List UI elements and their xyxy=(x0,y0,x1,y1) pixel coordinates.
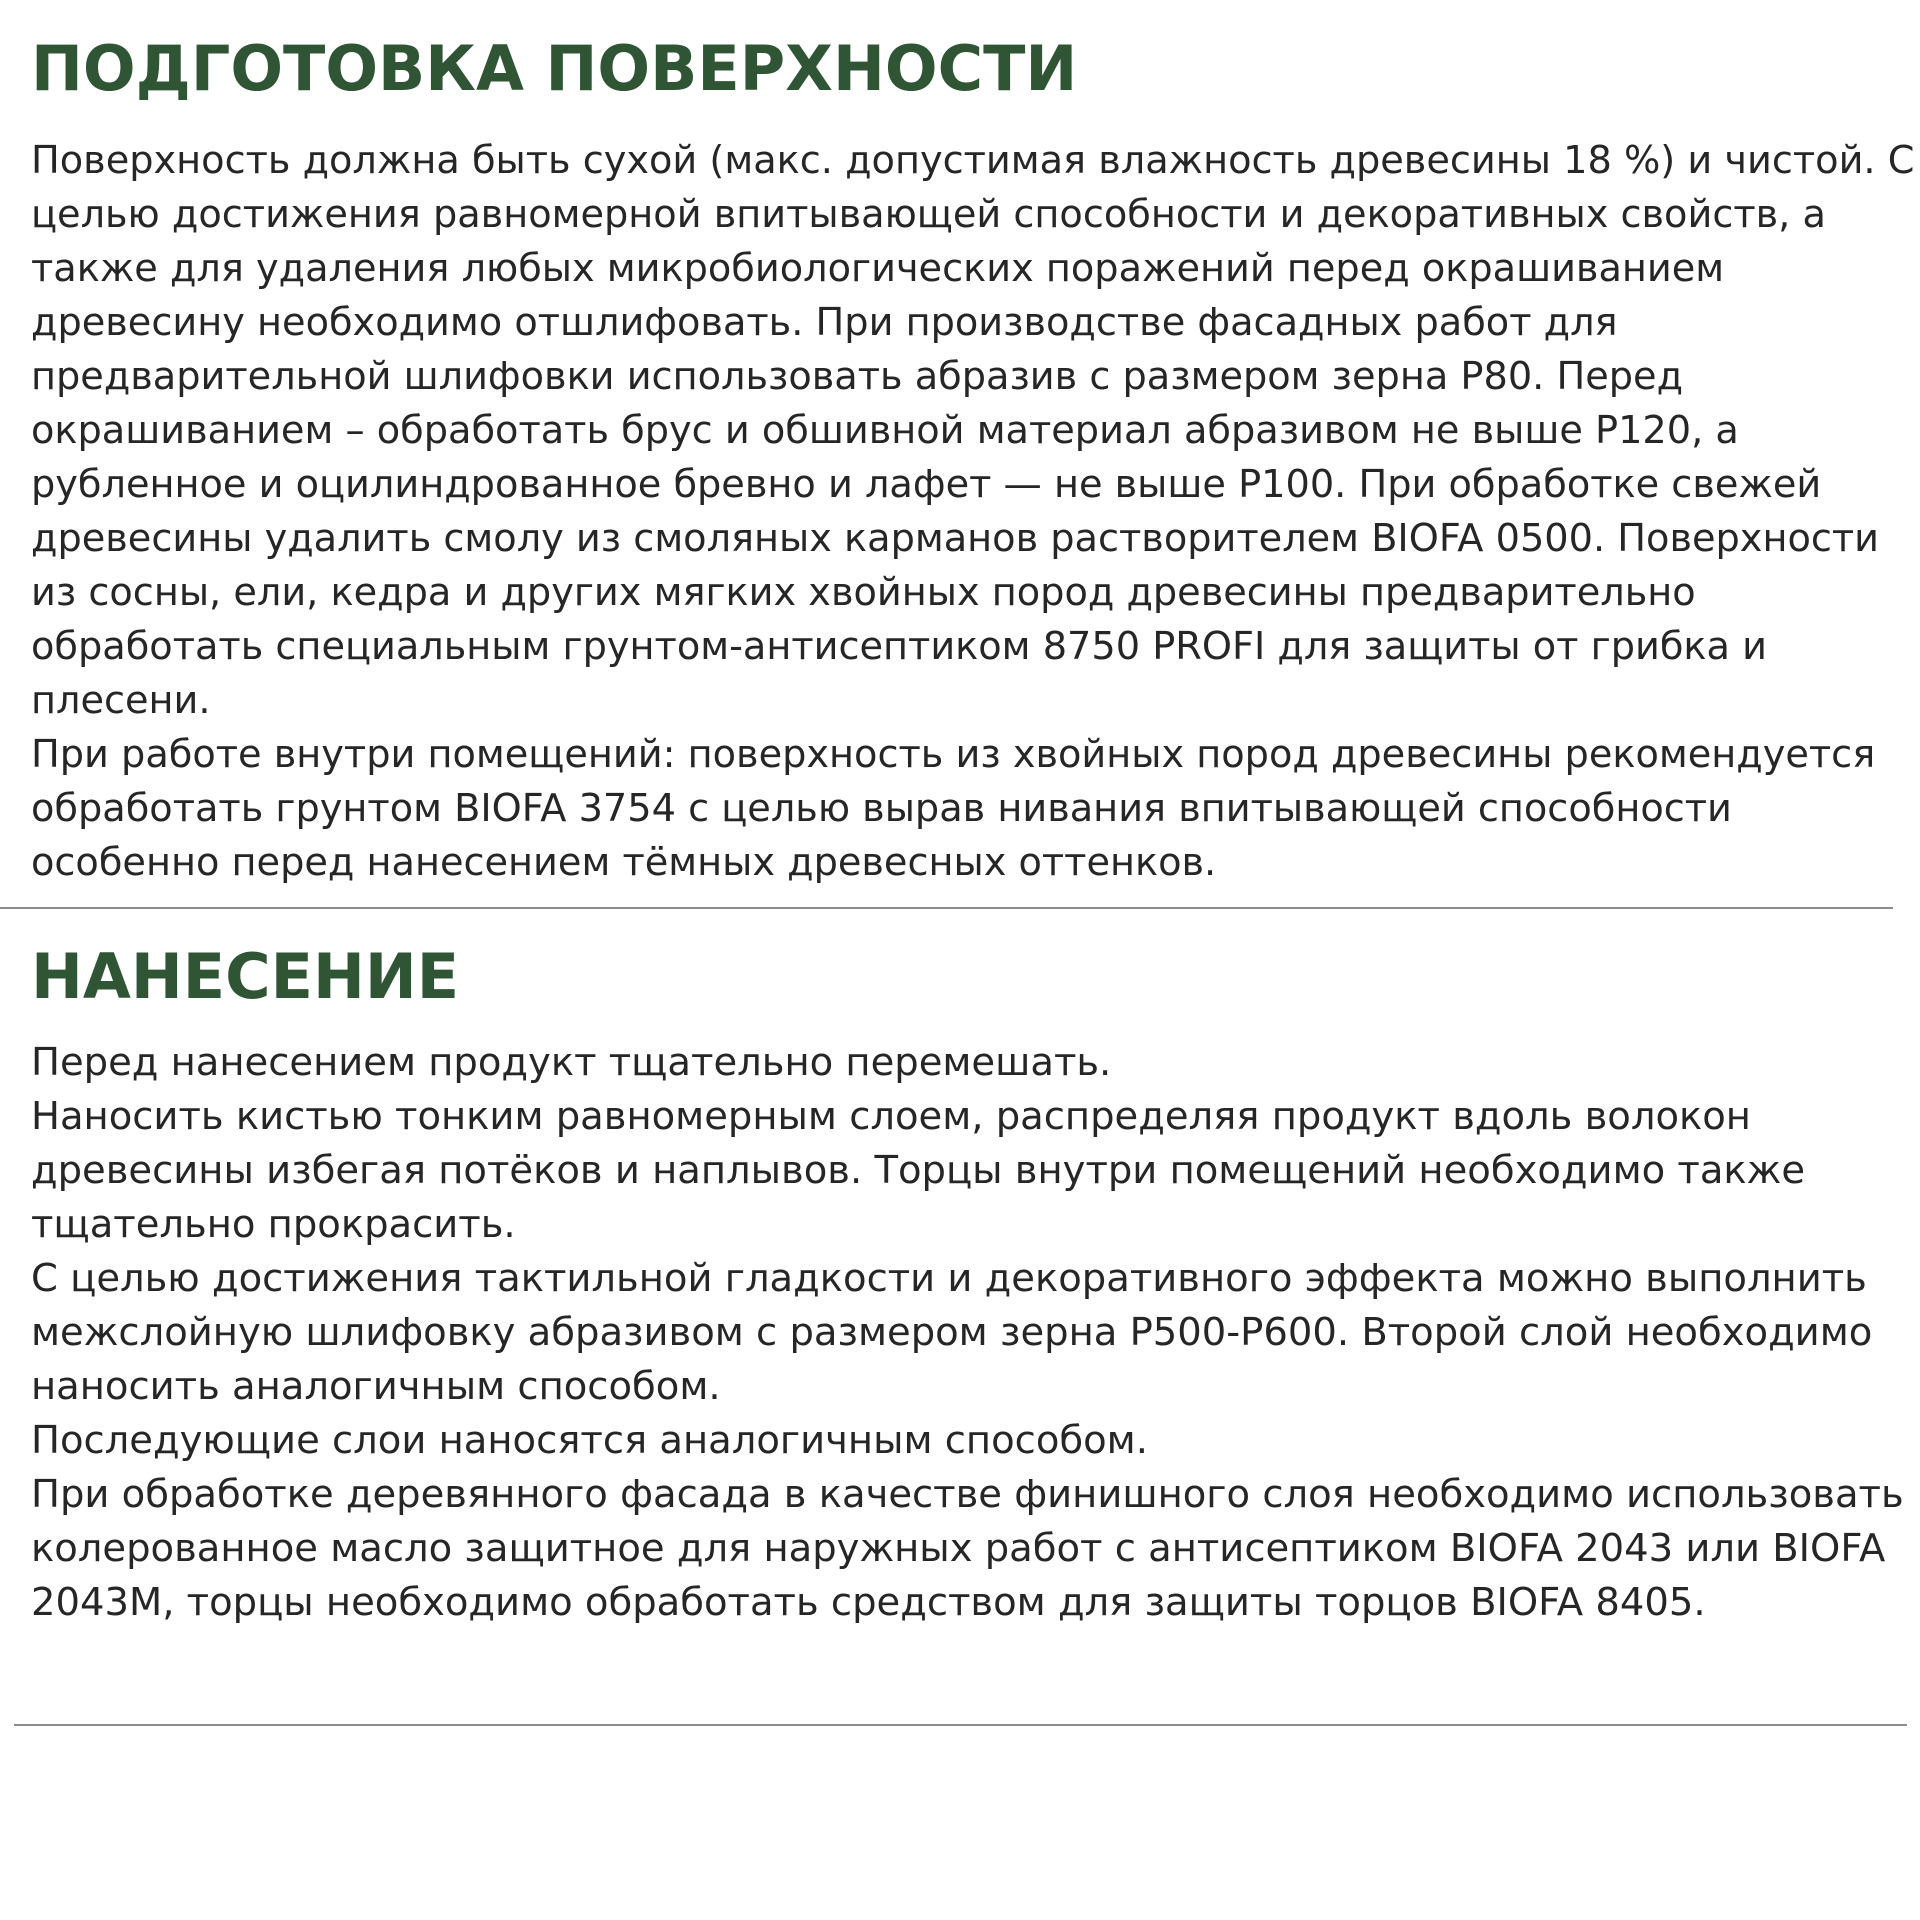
body-line: Поверхность должна быть сухой (макс. допустимая влажность древесины 18 %) и чистой. С xyxy=(31,138,1915,183)
body-line: из сосны, ели, кедра и других мягких хвойных пород древесины предварительно xyxy=(31,570,1696,615)
body-line: При обработке деревянного фасада в качестве финишного слоя необходимо использовать xyxy=(31,1472,1904,1517)
body-line: предварительной шлифовки использовать абразив с размером зерна Р80. Перед xyxy=(31,354,1684,399)
body-line: Последующие слои наносятся аналогичным способом. xyxy=(31,1418,1148,1463)
body-line: тщательно прокрасить. xyxy=(31,1202,516,1247)
section-body-application xyxy=(31,1036,1911,1630)
section-body-surface-preparation xyxy=(31,134,1915,890)
body-line: древесины удалить смолу из смоляных карманов растворителем BIOFA 0500. Поверхности xyxy=(31,516,1880,561)
body-line: особенно перед нанесением тёмных древесных оттенков. xyxy=(31,840,1217,885)
section-divider xyxy=(0,907,1893,909)
body-line: наносить аналогичным способом. xyxy=(31,1364,721,1409)
section-divider xyxy=(14,1724,1907,1726)
body-line: плесени. xyxy=(31,678,211,723)
section-title-surface-preparation: ПОДГОТОВКА ПОВЕРХНОСТИ xyxy=(31,32,1078,105)
body-line: обработать грунтом BIOFA 3754 с целью вырав нивания впитывающей способности xyxy=(31,786,1732,831)
body-line: межслойную шлифовку абразивом с размером зерна Р500-Р600. Второй слой необходимо xyxy=(31,1310,1873,1355)
body-line: колерованное масло защитное для наружных работ с антисептиком BIOFA 2043 или BIOFA xyxy=(31,1526,1886,1571)
body-line: древесины избегая потёков и наплывов. Торцы внутри помещений необходимо также xyxy=(31,1148,1806,1193)
body-line: 2043M, торцы необходимо обработать средством для защиты торцов BIOFA 8405. xyxy=(31,1580,1706,1625)
body-line: также для удаления любых микробиологических поражений перед окрашиванием xyxy=(31,246,1725,291)
body-line: При работе внутри помещений: поверхность из хвойных пород древесины рекомендуется xyxy=(31,732,1876,777)
section-title-application: НАНЕСЕНИЕ xyxy=(31,940,460,1013)
body-line: рубленное и оцилиндрованное бревно и лафет — не выше Р100. При обработке свежей xyxy=(31,462,1822,507)
body-line: Перед нанесением продукт тщательно перемешать. xyxy=(31,1040,1112,1085)
body-line: окрашиванием – обработать брус и обшивной материал абразивом не выше Р120, а xyxy=(31,408,1739,453)
body-line: Наносить кистью тонким равномерным слоем, распределяя продукт вдоль волокон xyxy=(31,1094,1751,1139)
body-line: древесину необходимо отшлифовать. При производстве фасадных работ для xyxy=(31,300,1618,345)
body-line: целью достижения равномерной впитывающей способности и декоративных свойств, а xyxy=(31,192,1826,237)
body-line: обработать специальным грунтом-антисептиком 8750 PROFI для защиты от грибка и xyxy=(31,624,1767,669)
body-line: С целью достижения тактильной гладкости и декоративного эффекта можно выполнить xyxy=(31,1256,1867,1301)
